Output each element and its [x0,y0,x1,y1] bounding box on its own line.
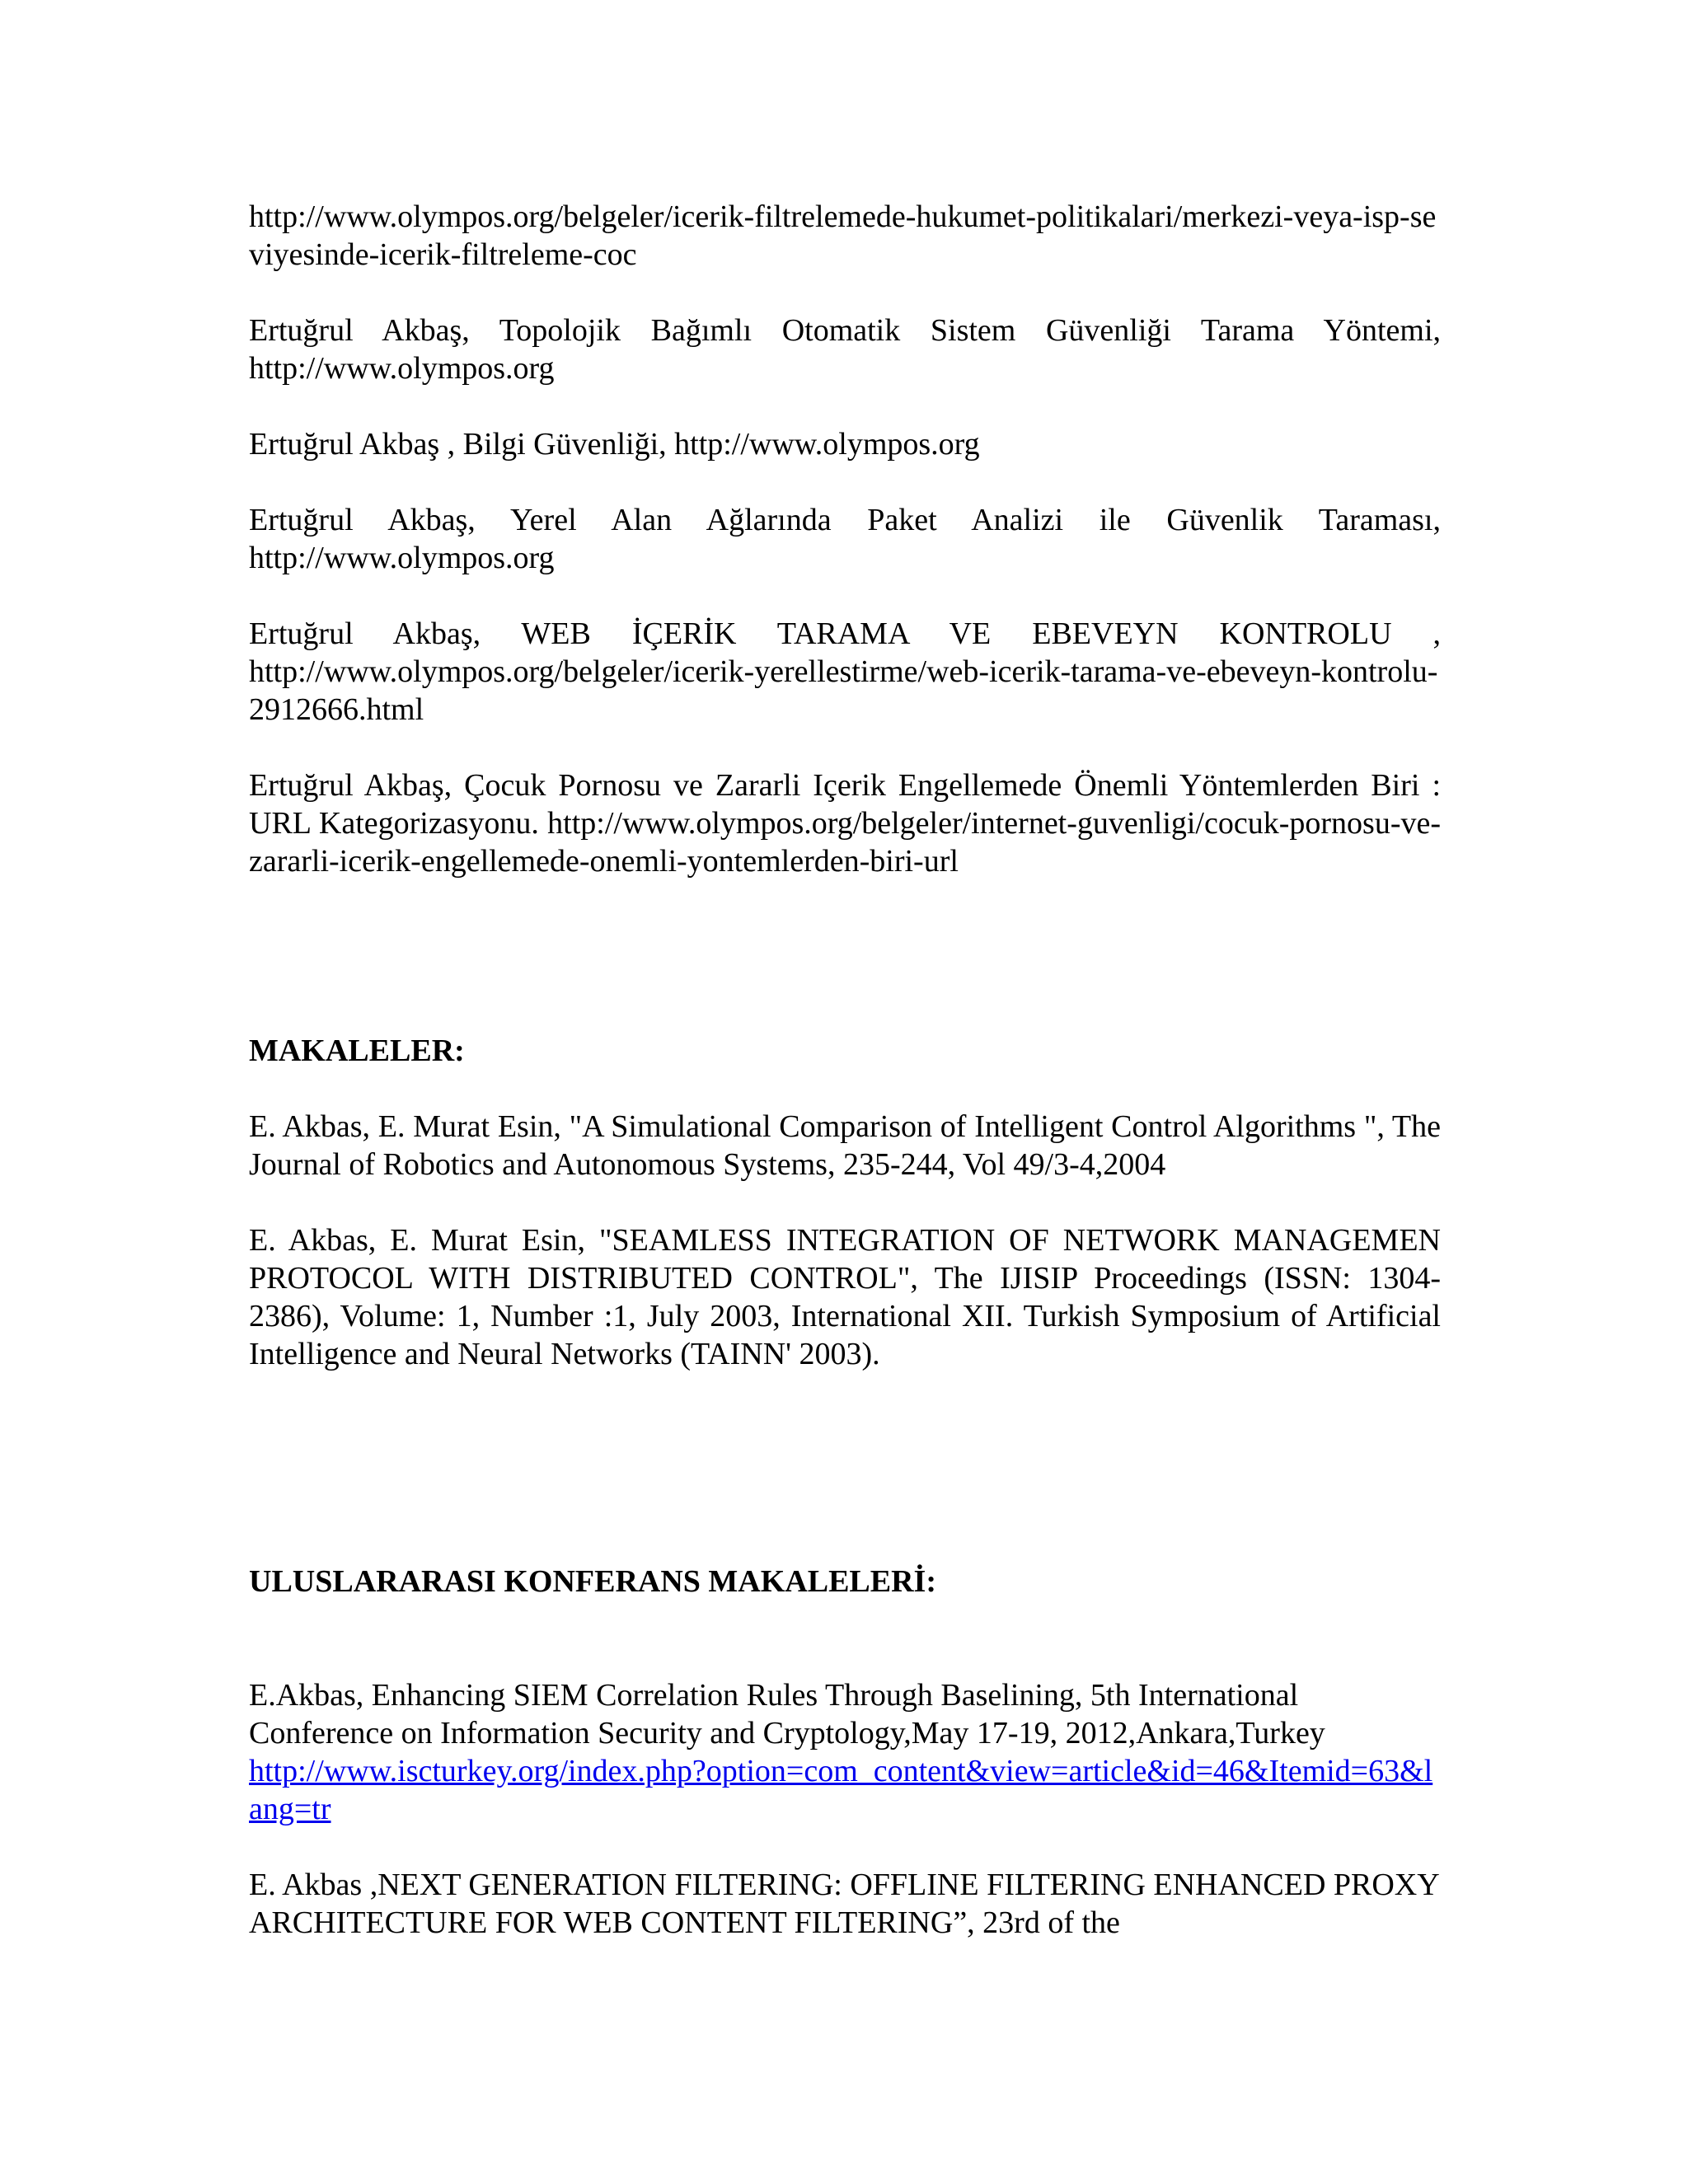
conference-paper [249,1676,1441,1828]
reference-item: Ertuğrul Akbaş, Çocuk Pornosu ve Zararli Içerik Engellemede Önemli Yöntemlerden Biri : URL Kategorizasyonu. http://www.olympos.org/belgeler/internet-guvenligi/cocuk-pornosu-ve-zararli-icerik-engellemede-onemli-yontemlerden-biri-url [249,768,1441,879]
reference-item: Ertuğrul Akbaş, WEB İÇERİK TARAMA VE EBEVEYN KONTROLU , http://www.olympos.org/belgeler/icerik-yerellestirme/web-icerik-tarama-ve-ebeveyn-kontrolu-2912666.html [249,616,1441,727]
conference-paper-text: E.Akbas, Enhancing SIEM Correlation Rules Through Baselining, 5th International Conference on Information Security and Cryptology,May 17-19, 2012,Ankara,Turkey [249,1678,1325,1750]
section-heading-makaleler: MAKALELER: [249,1033,465,1068]
spacer [249,918,1441,1032]
article-item: E. Akbas, E. Murat Esin, "A Simulational Comparison of Intelligent Control Algorithms ", The Journal of Robotics and Autonomous Systems, 235-244, Vol 49/3-4,2004 [249,1109,1441,1182]
reference-item: Ertuğrul Akbaş, Topolojik Bağımlı Otomatik Sistem Güvenliği Tarama Yöntemi, http://www.olympos.org [249,313,1441,386]
conference-paper: E. Akbas ,NEXT GENERATION FILTERING: OFFLINE FILTERING ENHANCED PROXY ARCHITECTURE FOR WEB CONTENT FILTERING”, 23rd of the [249,1868,1439,1940]
spacer [249,1411,1441,1563]
spacer [249,1601,1441,1676]
conference-paper-link[interactable]: http://www.iscturkey.org/index.php?option=com_content&view=article&id=46&Itemid=63&lang=tr [249,1754,1433,1826]
reference-item: Ertuğrul Akbaş, Yerel Alan Ağlarında Paket Analizi ile Güvenlik Taraması, http://www.olympos.org [249,503,1441,575]
section-heading-konferans: ULUSLARARASI KONFERANS MAKALELERİ: [249,1564,936,1599]
document-content [249,198,1441,1980]
reference-item: Ertuğrul Akbaş , Bilgi Güvenliği, http://www.olympos.org [249,427,980,462]
article-item: E. Akbas, E. Murat Esin, "SEAMLESS INTEGRATION OF NETWORK MANAGEMEN PROTOCOL WITH DISTRIBUTED CONTROL", The IJISIP Proceedings (ISSN: 1304-2386), Volume: 1, Number :1, July 2003, International XII. Turkish Symposium of Artificial Intelligence and Neural Networks (TAINN' 2003). [249,1223,1441,1371]
reference-url: http://www.olympos.org/belgeler/icerik-filtrelemede-hukumet-politikalari/merkezi-veya-isp-seviyesinde-icerik-filtreleme-coc [249,199,1437,272]
spacer [249,1070,1441,1108]
